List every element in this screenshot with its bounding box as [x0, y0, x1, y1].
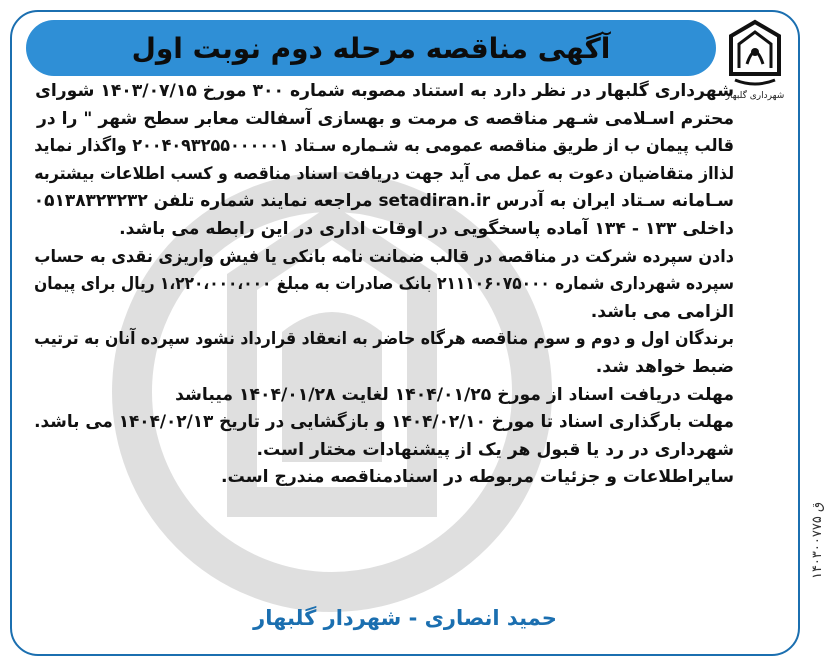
- body-line: ضبط خواهد شد.: [595, 356, 734, 377]
- body-line: مهلت دریافت اسناد از مورخ ۱۴۰۴/۰۱/۲۵ لغایت ۱۴۰۴/۰۱/۲۸ میباشد: [175, 384, 734, 405]
- body-line: سایراطلاعات و جزئیات مربوطه در اسنادمناقصه مندرج است.: [220, 467, 734, 488]
- side-code-text: ق ۱۴۰۳۰۰۷۷۵: [810, 501, 826, 579]
- logo-caption: شهرداری گلبهار: [725, 91, 785, 101]
- body-line: برندگان اول و دوم و سوم مناقصه هرگاه حاضر به انعقاد قرارداد نشود سپرده آنان به ترتیب: [34, 329, 734, 350]
- golbahar-municipality-logo-icon: [725, 18, 785, 90]
- signature: حمید انصاری - شهردار گلبهار: [253, 606, 557, 630]
- body-line: شهرداری گلبهار در نظر دارد به استناد مصوبه شماره ۳۰۰ مورخ ۱۴۰۳/۰۷/۱۵ شورای: [35, 81, 734, 101]
- body-line: سپرده شهرداری شماره ۲۱۱۱۰۶۰۷۵۰۰۰ بانک صادرات به مبلغ ۱،۲۲۰،۰۰۰،۰۰۰ ریال برای پیمان: [34, 274, 734, 295]
- body-line: مهلت بارگذاری اسناد تا مورخ ۱۴۰۴/۰۲/۱۰ و بازگشایی در تاریخ ۱۴۰۴/۰۲/۱۳ می باشد.: [34, 412, 734, 433]
- body-line: شهرداری در رد یا قبول هر یک از پیشنهادات مختار است.: [256, 439, 734, 460]
- body-line: قالب پیمان ب از طریق مناقصه عمومی به شـماره سـتاد ۲۰۰۴۰۹۳۲۵۵۰۰۰۰۰۱ واگذار نماید: [34, 136, 734, 157]
- body-line: سـامانه سـتاد ایران به آدرس setadiran.ir مراجعه نمایند شماره تلفن ۰۵۱۳۸۳۲۳۲۳۲: [33, 191, 734, 212]
- title-banner: [26, 20, 716, 76]
- notice-title: آگهی مناقصه مرحله دوم نوبت اول: [131, 31, 611, 65]
- body-line: لذااز متقاضیان دعوت به عمل می آید جهت دریافت اسناد مناقصه و کسب اطلاعات بیشتربه: [34, 163, 734, 184]
- body-line: محترم اسـلامی شـهر مناقصه ی مرمت و بهسازی آسفالت معابر سطح شهر " را در: [36, 108, 734, 129]
- body-line: دادن سپرده شرکت در مناقصه در قالب ضمانت نامه بانکی یا فیش واریزی نقدی به حساب: [34, 246, 734, 267]
- side-code: [808, 430, 828, 650]
- notice-body: [34, 78, 734, 492]
- notice-frame: [10, 10, 800, 656]
- body-line: داخلی ۱۳۳ - ۱۳۴ آماده پاسخگویی در اوقات اداری در این رابطه می باشد.: [119, 218, 734, 239]
- body-line: الزامی می باشد.: [590, 301, 734, 322]
